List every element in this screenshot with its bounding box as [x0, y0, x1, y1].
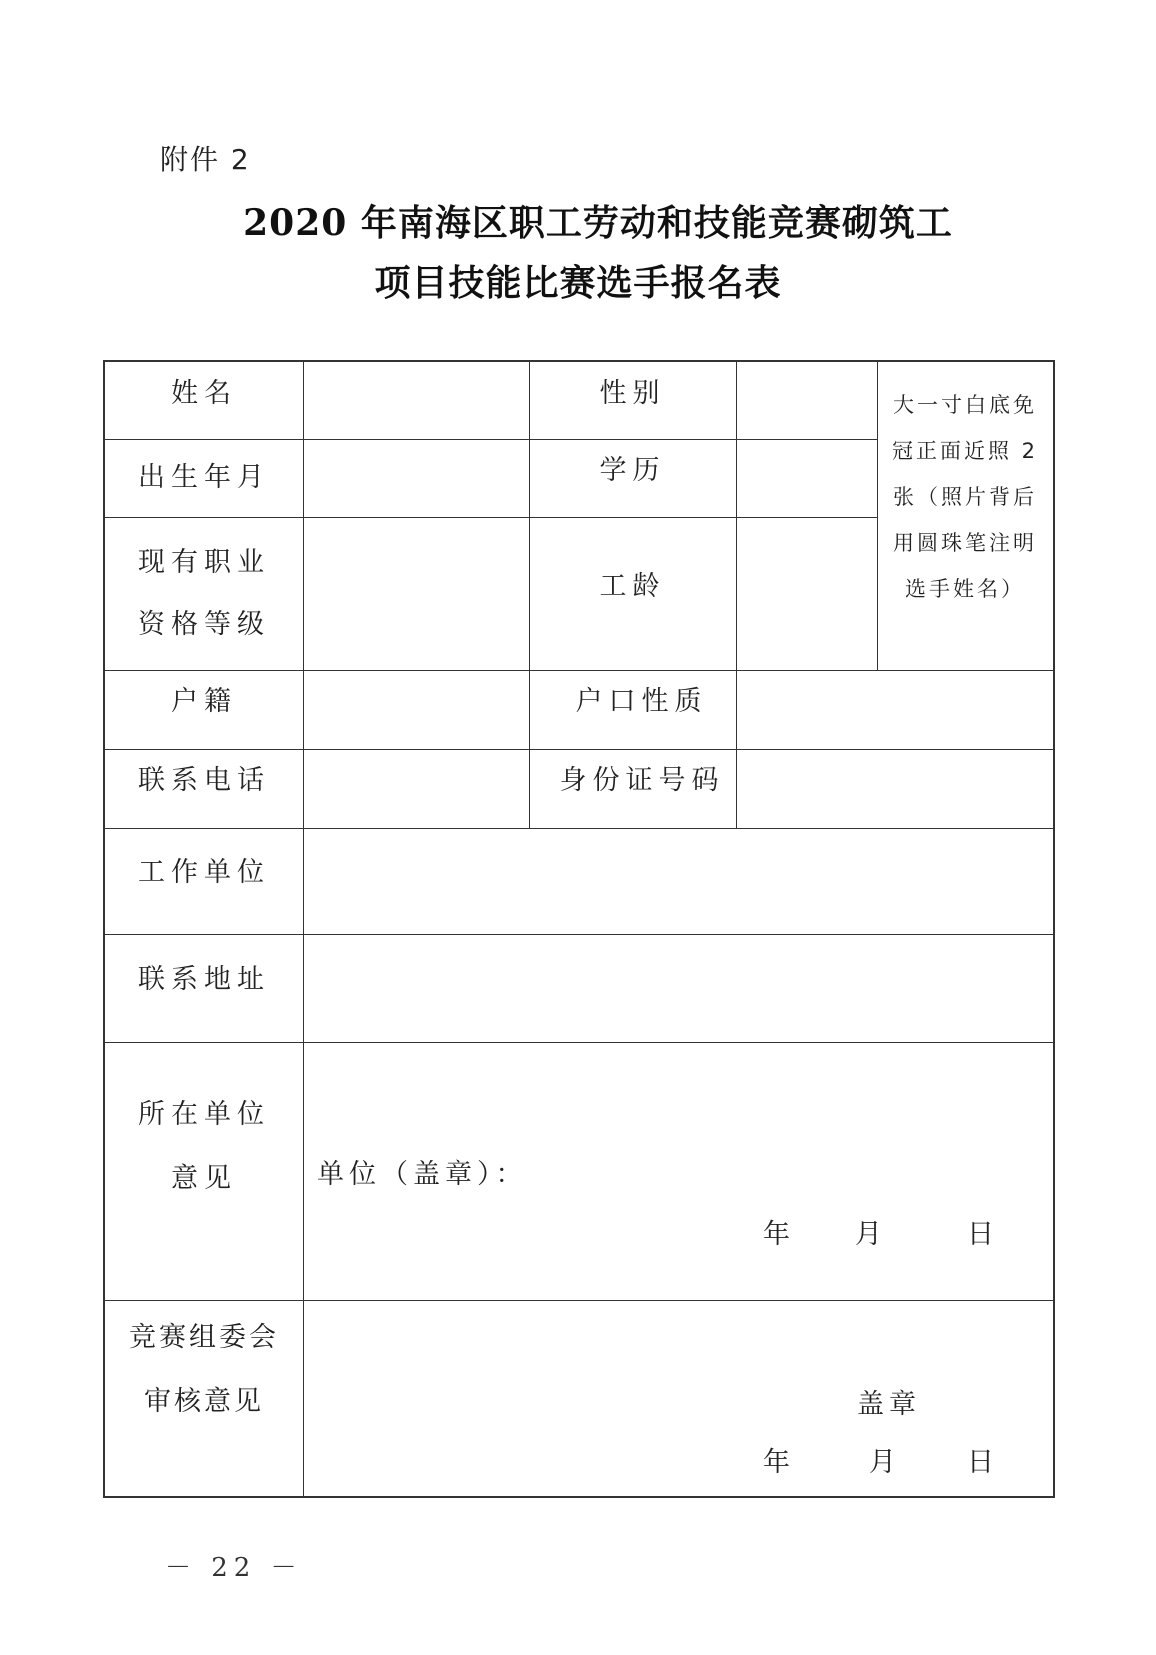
registration-form-table [103, 360, 1055, 1498]
committee-date-year: 年 [763, 1447, 795, 1478]
education-label: 学历 [599, 455, 666, 486]
name-label: 姓名 [171, 378, 237, 409]
photo-note-line: 张（照片背后 [893, 485, 1037, 509]
gender-label: 性别 [599, 378, 666, 409]
column-divider [303, 362, 304, 1496]
household-type-label: 户口性质 [575, 686, 708, 717]
unit-date-month: 月 [855, 1219, 887, 1250]
form-title-line-1: 2020 年南海区职工劳动和技能竞赛砌筑工 [243, 202, 953, 244]
committee-stamp-label: 盖章 [857, 1389, 921, 1420]
birth-label: 出生年月 [138, 462, 270, 493]
photo-note-line: 冠正面近照 2 [891, 439, 1039, 463]
photo-requirement-note [877, 382, 1053, 612]
address-label: 联系地址 [138, 964, 270, 995]
form-title-line-2: 项目技能比赛选手报名表 [374, 262, 782, 304]
phone-label: 联系电话 [138, 765, 270, 796]
work-years-label: 工龄 [599, 571, 666, 602]
committee-review-label-line-2: 审核意见 [144, 1386, 264, 1417]
page-number: － 22 － [165, 1553, 303, 1583]
annex-label: 附件 2 [160, 143, 251, 176]
photo-note-line: 用圆珠笔注明 [893, 531, 1037, 555]
qualification-label-line-1: 现有职业 [138, 546, 270, 578]
committee-review-label-line-1: 竞赛组委会 [129, 1322, 279, 1353]
committee-date-day: 日 [967, 1447, 999, 1478]
employer-label: 工作单位 [138, 857, 270, 888]
qualification-label [105, 517, 303, 670]
unit-opinion-label-line-2: 意见 [171, 1163, 237, 1194]
household-label: 户籍 [171, 686, 237, 717]
committee-date-month: 月 [869, 1447, 901, 1478]
unit-date-day: 日 [967, 1219, 999, 1250]
committee-review-label [105, 1300, 303, 1440]
unit-date-year: 年 [763, 1219, 795, 1250]
unit-opinion-label-line-1: 所在单位 [138, 1099, 270, 1130]
id-number-label: 身份证号码 [559, 765, 725, 796]
qualification-label-line-2: 资格等级 [138, 608, 270, 640]
photo-note-line: 选手姓名） [905, 577, 1025, 601]
unit-stamp-label: 单位（盖章）： [317, 1159, 528, 1190]
unit-opinion-label [105, 1042, 303, 1252]
photo-note-line: 大一寸白底免 [893, 393, 1037, 417]
